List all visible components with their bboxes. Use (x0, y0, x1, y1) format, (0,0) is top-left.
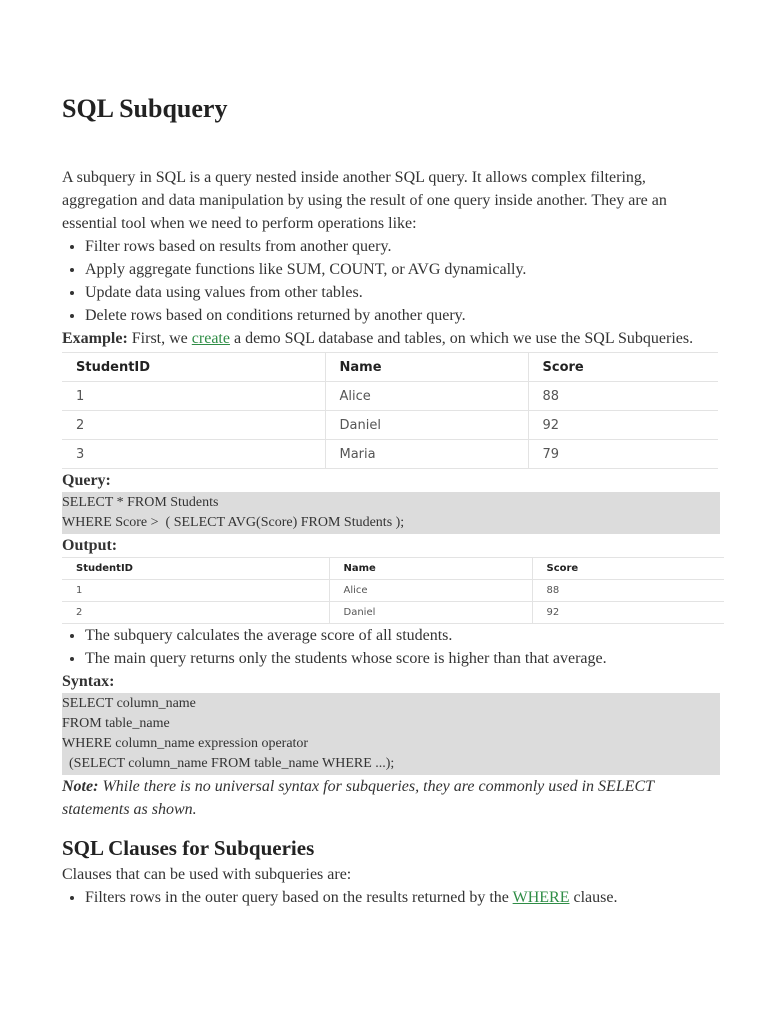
table-cell: 79 (528, 440, 718, 469)
column-header: Score (532, 558, 724, 580)
output-table (62, 557, 724, 624)
code-line: (SELECT column_name FROM table_name WHERE ...); (62, 756, 395, 771)
list-item: • Update data using values from other tables. (85, 281, 722, 304)
example-text-before: First, we (127, 330, 192, 347)
article-content (62, 88, 722, 909)
query-label: Query: (62, 472, 111, 489)
page-title: SQL Subquery (62, 94, 228, 123)
table-cell: 1 (62, 580, 329, 602)
column-header: StudentID (62, 353, 325, 382)
clause-text-after: clause. (569, 889, 618, 906)
table-header-row (62, 558, 724, 580)
clause-text-before: Filters rows in the outer query based on the results returned by the (85, 889, 513, 906)
table-cell: 92 (532, 602, 724, 624)
code-line: SELECT * FROM Students (62, 495, 219, 510)
table-cell: 88 (528, 382, 718, 411)
table-cell: 2 (62, 602, 329, 624)
syntax-label: Syntax: (62, 673, 115, 690)
list-item: • The main query returns only the students whose score is higher than that average. (85, 647, 722, 670)
output-label: Output: (62, 537, 118, 554)
table-row (62, 580, 724, 602)
table-cell: Daniel (325, 411, 528, 440)
table-row (62, 440, 718, 469)
table-row (62, 602, 724, 624)
operations-list (62, 235, 722, 327)
column-header: Name (325, 353, 528, 382)
column-header: Name (329, 558, 532, 580)
table-header-row (62, 353, 718, 382)
create-link[interactable]: create (191, 330, 230, 347)
clauses-intro: Clauses that can be used with subqueries are: (62, 866, 352, 883)
table-cell: Alice (325, 382, 528, 411)
table-cell: 92 (528, 411, 718, 440)
list-item: • Delete rows based on conditions returned by another query. (85, 304, 722, 327)
code-line: WHERE Score > ( SELECT AVG(Score) FROM Students ); (62, 515, 405, 530)
table-cell: 88 (532, 580, 724, 602)
query-code-block[interactable] (62, 492, 720, 534)
table-row (62, 382, 718, 411)
table-row (62, 411, 718, 440)
students-table (62, 352, 718, 469)
clauses-list (62, 886, 722, 909)
output-explanation-list (62, 624, 722, 670)
column-header: StudentID (62, 558, 329, 580)
example-label: Example: (62, 330, 128, 347)
table-cell: Daniel (329, 602, 532, 624)
table-cell: 1 (62, 382, 325, 411)
list-item (85, 886, 722, 909)
intro-paragraph: A subquery in SQL is a query nested inside another SQL query. It allows complex filtering, aggregation and data manipulation by using the result of one query inside another. They are an essential tool when we need to perform operations like: (62, 169, 667, 232)
list-item: • Filter rows based on results from another query. (85, 235, 722, 258)
syntax-code-block[interactable] (62, 693, 720, 775)
note-paragraph (62, 775, 722, 821)
table-cell: Alice (329, 580, 532, 602)
note-label: Note: (62, 778, 99, 795)
example-text-after: a demo SQL database and tables, on which we use the SQL Subqueries. (229, 330, 694, 347)
list-item: • Apply aggregate functions like SUM, COUNT, or AVG dynamically. (85, 258, 722, 281)
table-cell: Maria (325, 440, 528, 469)
list-item: • The subquery calculates the average score of all students. (85, 624, 722, 647)
section-heading-clauses: SQL Clauses for Subqueries (62, 836, 315, 860)
where-link[interactable]: WHERE (512, 889, 570, 906)
table-cell: 2 (62, 411, 325, 440)
table-cell: 3 (62, 440, 325, 469)
note-text: While there is no universal syntax for subqueries, they are commonly used in SELECT statements as shown. (62, 778, 654, 818)
column-header: Score (528, 353, 718, 382)
code-line: FROM table_name (62, 716, 170, 731)
code-line: SELECT column_name (62, 696, 196, 711)
code-line: WHERE column_name expression operator (62, 736, 309, 751)
example-paragraph (62, 327, 722, 350)
